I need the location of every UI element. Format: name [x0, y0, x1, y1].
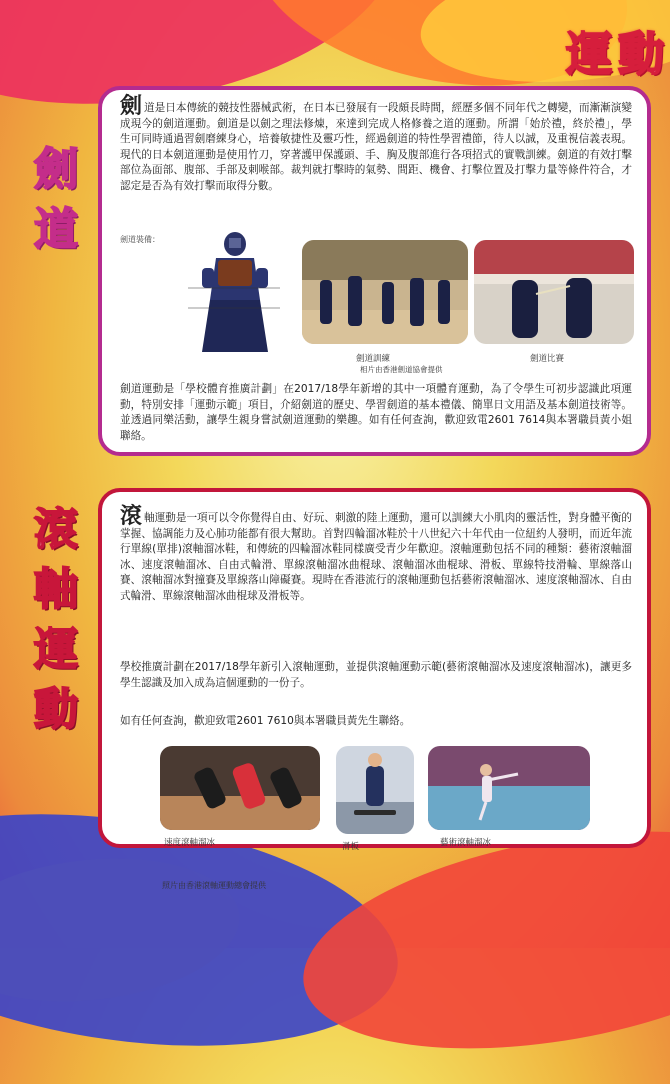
- kendo-competition-photo: [474, 240, 634, 344]
- roller-caption-artistic: 藝術滾軸溜冰: [440, 838, 492, 848]
- kendo-equipment-figure: [180, 228, 290, 360]
- roller-dropcap: 滾: [120, 504, 143, 529]
- roller-side-label-char-4: 動: [34, 684, 78, 735]
- kendo-caption-training: 劍道訓練: [356, 354, 391, 364]
- roller-side-label: [26, 500, 86, 740]
- kendo-equipment-label: 劍道裝備：: [120, 235, 160, 244]
- kendo-intro: [120, 94, 632, 195]
- roller-caption-skateboard: 滑板: [342, 842, 360, 852]
- roller-speed-photo: [160, 746, 320, 830]
- kendo-dropcap: 劍: [120, 94, 143, 119]
- kendo-panel: [98, 86, 651, 456]
- roller-side-label-char-2: 軸: [34, 564, 78, 615]
- roller-intro: [120, 504, 632, 605]
- roller-skateboard-photo: [336, 746, 414, 834]
- roller-scheme-text: 學校推廣計劃在2017/18學年新引入滾軸運動，並提供滾軸運動示範(藝術滾軸溜冰及速度滾軸溜冰)，讓更多學生認識及加入成為這個運動的一份子。: [120, 661, 632, 689]
- page-title: 運動: [566, 27, 670, 81]
- roller-panel: [98, 488, 651, 852]
- roller-artistic-photo: [428, 746, 590, 830]
- kendo-photo-credit: 相片由香港劍道協會提供: [360, 365, 443, 374]
- roller-side-label-char-1: 滾: [34, 504, 78, 555]
- roller-photo-credit: 照片由香港滾軸運動總會提供: [162, 881, 266, 890]
- kendo-scheme-text: 劍道運動是「學校體育推廣計劃」在2017/18學年新增的其中一項體育運動，為了令學生可初步認識此項運動，特別安排「運動示範」項目，介紹劍道的歷史、學習劍道的基本禮儀、簡單日文用語及基本劍道技術等。並透過同樂活動，讓學生親身嘗試劍道運動的樂趣。如有任何查詢，歡迎致電2601 7614與本署職員黃小姐聯絡。: [120, 383, 632, 442]
- roller-caption-speed: 速度滾軸溜冰: [164, 838, 216, 848]
- kendo-side-label-text: 劍道: [34, 144, 78, 255]
- roller-contact-text: 如有任何查詢，歡迎致電2601 7610與本署職員黃先生聯絡。: [120, 715, 411, 727]
- kendo-caption-competition: 劍道比賽: [530, 354, 565, 364]
- roller-side-label-char-3: 運: [34, 624, 78, 675]
- kendo-training-photo: [302, 240, 468, 344]
- kendo-intro-text: 道是日本傳統的競技性器械武術，在日本已發展有一段頗長時間，經歷多個不同年代之轉變，而漸漸演變成現今的劍道運動。劍道是以劍之理法修煉，來達到完成人格修養之道的運動。所謂「始於禮，終於禮」，學生可同時通過習劍磨練身心，培養敏捷性及靈巧性，經過劍道的特性學習禮節，待人以誠，及重視信義表現。現代的日本劍道運動是使用竹刀，穿著護甲保護頭、手、胸及腹部進行各項招式的實戰訓練。劍道的有效打擊部位為面部、腹部、手部及刺喉部。裁判就打擊時的氣勢、間距、機會、打擊位置及打擊力量等條件符合，才認定是否為有效打擊而取得分數。: [120, 102, 632, 192]
- kendo-side-label: [26, 140, 86, 260]
- roller-intro-text: 軸運動是一項可以令你覺得自由、好玩、刺激的陸上運動，還可以訓練大小肌肉的靈活性，對身體平衡的掌握、協調能力及心肺功能都有很大幫助。首對四輪溜冰鞋於十八世紀六十年代由一位紐約人發明，而近年流行單線(單排)滾軸溜冰鞋，和傳統的四輪溜冰鞋同樣廣受青少年歡迎。滾軸運動包括不同的種類：藝術滾軸溜冰、速度滾軸溜冰、自由式輪滑、單線滾軸溜冰曲棍球、滾軸溜冰曲棍球、滑板、單線特技滑輪、單線落山賽、滾軸溜冰對撞賽及單線落山障礙賽。現時在香港流行的滾軸運動包括藝術滾軸溜冰、速度滾軸溜冰、自由式輪滑、單線滾軸溜冰曲棍球及滑板等。: [120, 512, 632, 602]
